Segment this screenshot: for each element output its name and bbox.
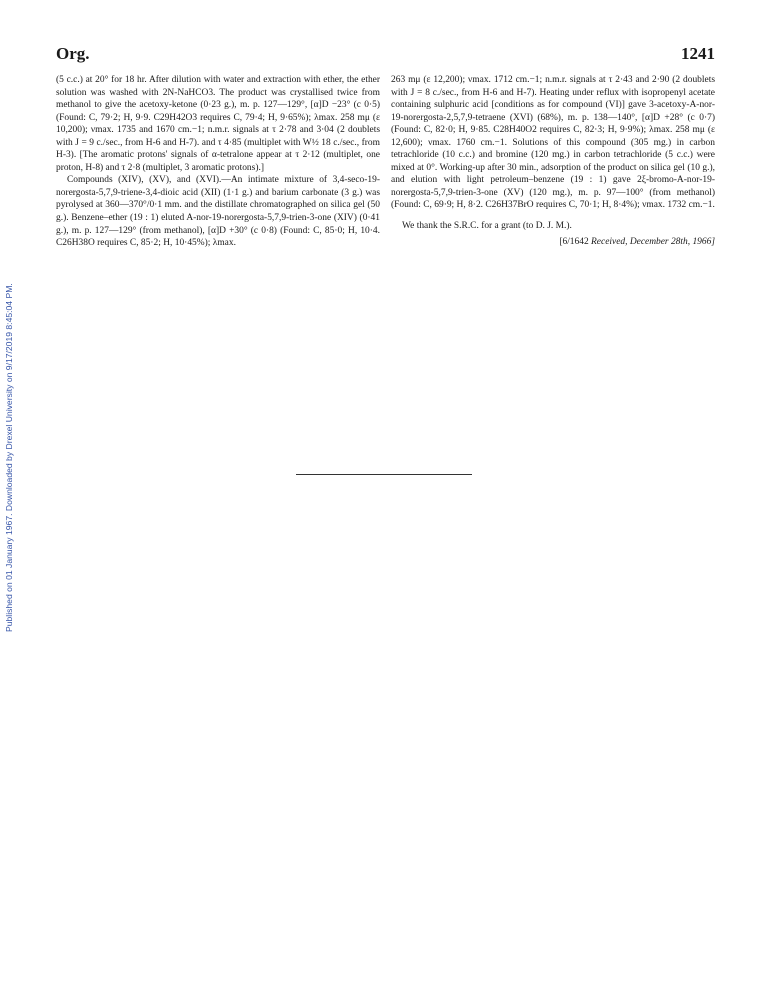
acknowledgement: We thank the S.R.C. for a grant (to D. J. M.). xyxy=(402,221,572,232)
end-rule xyxy=(296,474,472,475)
page-number: 1241 xyxy=(681,44,715,63)
right-column xyxy=(391,74,715,248)
download-note-text: Published on 01 January 1967. Downloaded by Drexel University on 9/17/2019 8:45:04 PM. xyxy=(4,283,14,632)
received-ref: [6/1642 xyxy=(559,236,589,247)
received-line xyxy=(391,236,715,249)
received-date: Received, December 28th, 1966] xyxy=(591,236,715,247)
journal-title: Org. xyxy=(56,44,90,63)
left-column xyxy=(56,74,380,250)
body-paragraph-1: (5 c.c.) at 20° for 18 hr. After dilution with water and extraction with ether, the ether solution was washed with 2N-NaHCO3. The product was crystallised twice from methanol to give the acetoxy-ketone (0·23 g.), m. p. 127—129°, [α]D −23° (c 0·5) (Found: C, 79·2; H, 9·9. C29H42O3 requires C, 79·4; H, 9·65%); λmax. 258 mμ (ε 10,200); νmax. 1735 and 1670 cm.−1; n.m.r. signals at τ 2·78 and 3·04 (2 doublets with J = 9 c./sec., from H-6 and H-7). and τ 4·85 (multiplet with W½ 18 c./sec., from H-3). [The aromatic protons' signals of α-tetralone appear at τ 2·12 (multiplet, one proton, H-8) and τ 2·8 (multiplet, 3 aromatic protons).] xyxy=(56,75,380,173)
download-note xyxy=(2,232,16,632)
body-paragraph-3: 263 mμ (ε 12,200); νmax. 1712 cm.−1; n.m.r. signals at τ 2·43 and 2·90 (2 doublets with J = 8 c./sec., from H-6 and H-7). Heating under reflux with isopropenyl acetate containing sulphuric acid [conditions as for compound (VI)] gave 3-acetoxy-A-nor-19-norergosta-2,5,7,9-tetraene (XVI) (68%), m. p. 138—140°, [α]D +28° (c 0·7) (Found: C, 82·0; H, 9·85. C28H40O2 requires C, 82·3; H, 9·9%); λmax. 258 mμ (ε 12,600); νmax. 1760 cm.−1. Solutions of this compound (305 mg.) in carbon tetrachloride (10 c.c.) and bromine (120 mg.) in carbon tetrachloride (5 c.c.) were mixed at 0°. Working-up after 30 min., adsorption of the product on silica gel (10 g.), and elution with light petroleum–benzene (19 : 1) gave 2ξ-bromo-A-nor-19-norergosta-5,7,9-trien-3-one (XV) (120 mg.), m. p. 97—100° (from methanol) (Found: C, 69·9; H, 8·2. C26H37BrO requires C, 70·1; H, 8·4%); νmax. 1732 cm.−1. xyxy=(391,75,715,211)
body-paragraph-2: Compounds (XIV), (XV), and (XVI).—An intimate mixture of 3,4-seco-19-norergosta-5,7,9-triene-3,4-dioic acid (XII) (1·1 g.) and barium carbonate (3 g.) was pyrolysed at 360—370°/0·1 mm. and the distillate chromatographed on silica gel (50 g.). Benzene–ether (19 : 1) eluted A-nor-19-norergosta-5,7,9-trien-3-one (XIV) (0·41 g.), m. p. 127—129° (from methanol), [α]D +30° (c 0·8) (Found: C, 85·0; H, 10·4. C26H38O requires C, 85·2; H, 10·45%); λmax. xyxy=(56,175,380,249)
